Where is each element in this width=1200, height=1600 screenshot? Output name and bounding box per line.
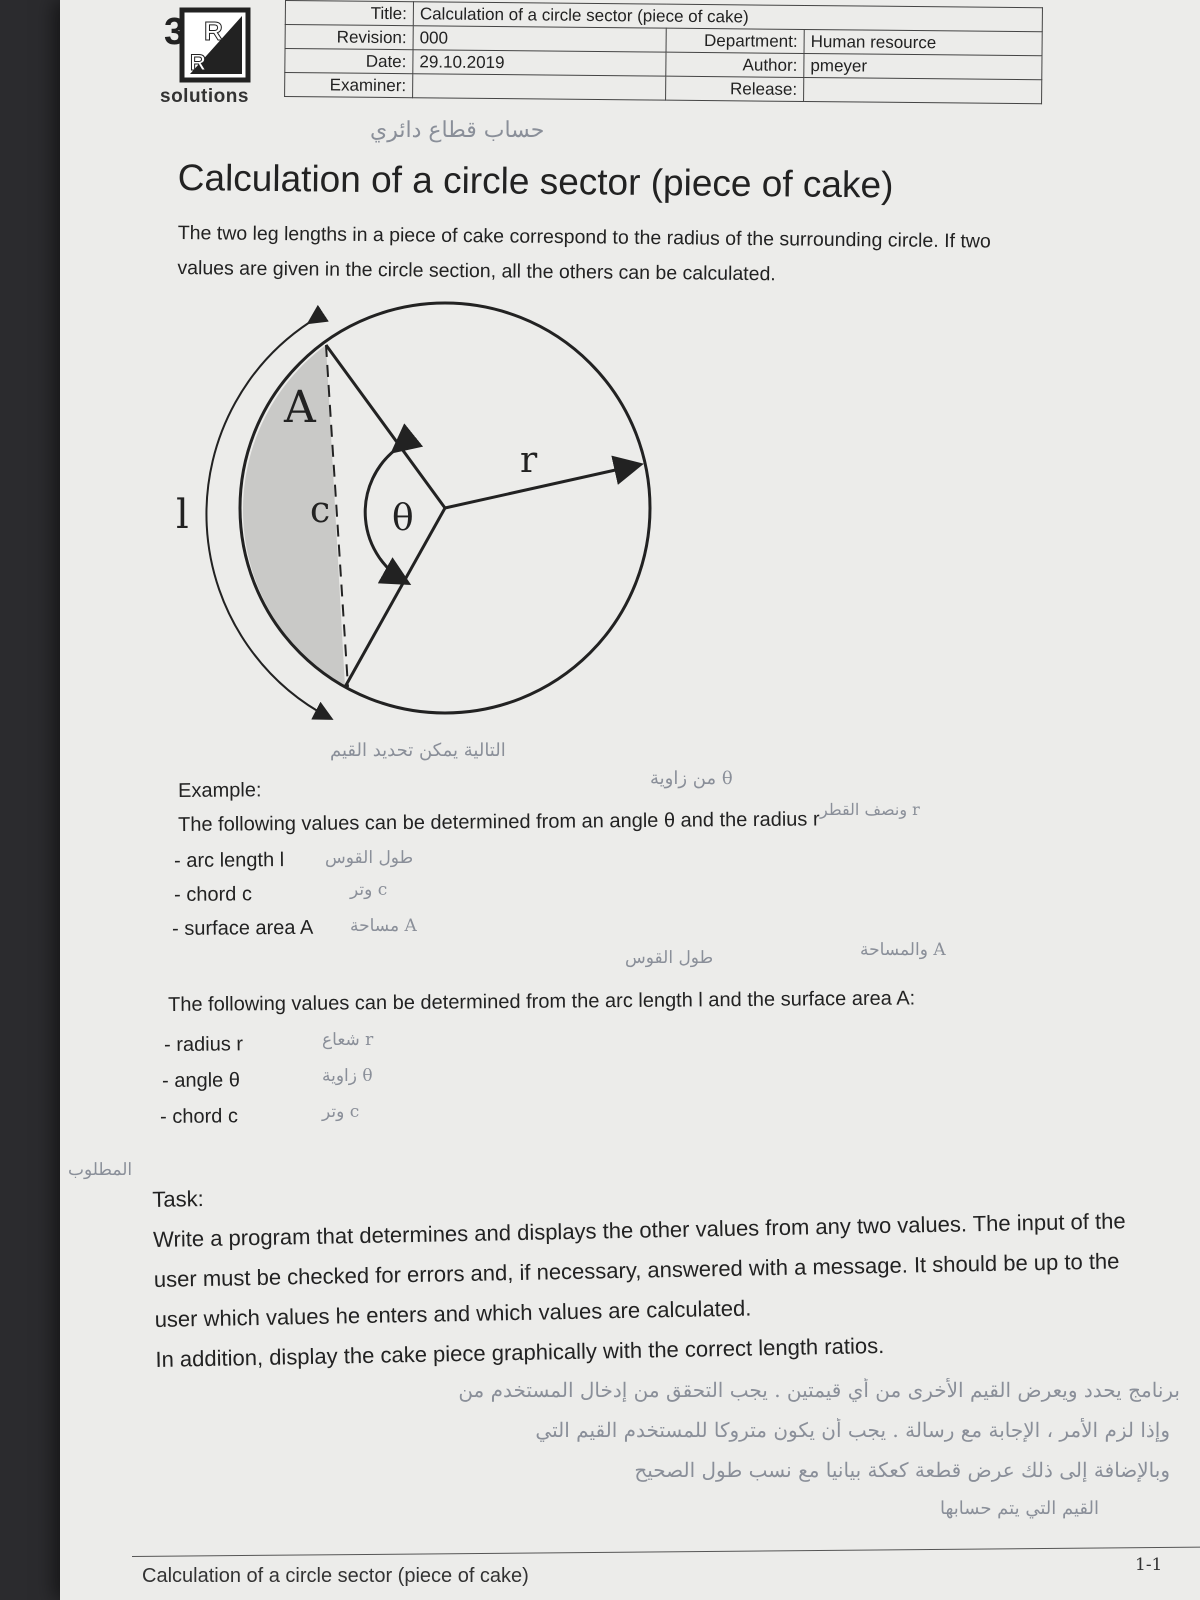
handwritten-bottom-note: القيم التي يتم حسابها xyxy=(940,1498,1099,1519)
handwritten-arc-note: طول القوس xyxy=(325,848,414,868)
list1-item-arc: - arc length l xyxy=(174,849,285,872)
svg-text:R: R xyxy=(204,16,223,46)
date-label: Date: xyxy=(285,49,413,74)
chord-label: c xyxy=(310,490,331,531)
list1-item-chord: - chord c xyxy=(174,883,253,906)
header-table xyxy=(284,0,1043,104)
logo-text: solutions xyxy=(160,86,249,107)
task-title: Task: xyxy=(152,1186,204,1212)
handwritten-chord-note-2: وتر c xyxy=(322,1102,360,1122)
department-label: Department: xyxy=(666,28,804,53)
svg-text:3: 3 xyxy=(164,11,186,53)
revision-label: Revision: xyxy=(285,25,413,50)
handwritten-example-note: التالية يمكن تحديد القيم xyxy=(330,740,506,761)
footer-text: Calculation of a circle sector (piece of cake) xyxy=(142,1565,529,1587)
task-text-2: In addition, display the cake piece graphically with the correct length ratios. xyxy=(155,1332,885,1372)
author-value: pmeyer xyxy=(804,53,1042,79)
task-text: Write a program that determines and displays the other values from any two values. The input of the user must be checked for errors and, if necessary, answered with a message. It should be up to the user which values he enters and which values are calculated. xyxy=(152,1208,1126,1332)
example-sentence-2: The following values can be determined from the arc length l and the surface area A: xyxy=(168,987,916,1016)
handwritten-radius-note-2: شعاع r xyxy=(322,1030,374,1050)
author-label: Author: xyxy=(666,52,804,77)
radius-arrow xyxy=(445,465,638,508)
circle-sector-diagram xyxy=(170,300,730,760)
radius-line-top xyxy=(326,345,445,508)
handwritten-translation-line-1: برنامج يحدد ويعرض القيم الأخرى من أي قيمتين . يجب التحقق من إدخال المستخدم من xyxy=(458,1378,1180,1402)
angle-label: θ xyxy=(392,498,414,539)
radius-label: r xyxy=(520,440,538,481)
handwritten-area-note: مساحة A xyxy=(350,916,417,936)
intro-paragraph: The two leg lengths in a piece of cake correspond to the radius of the surrounding circle. If two values are given in the circle section, all the others can be calculated. xyxy=(177,221,991,286)
svg-text:R: R xyxy=(190,50,206,75)
title-value: Calculation of a circle sector (piece of cake) xyxy=(413,2,1042,32)
handwritten-translation-line-3: وبالإضافة إلى ذلك عرض قطعة كعكة بيانيا مع نسب طول الصحيح xyxy=(634,1458,1170,1482)
examiner-value xyxy=(413,74,666,100)
page-number: 1-1 xyxy=(1135,1555,1163,1575)
handwritten-radius-note: ونصف القطر r xyxy=(820,800,920,819)
release-value xyxy=(804,77,1042,103)
handwritten-arc-note-2: طول القوس xyxy=(625,948,714,968)
document-page xyxy=(60,0,1200,1600)
revision-value: 000 xyxy=(413,26,666,52)
department-value: Human resource xyxy=(804,29,1042,55)
title-label: Title: xyxy=(285,1,413,26)
page-title: Calculation of a circle sector (piece of cake) xyxy=(177,157,894,206)
list2-item-angle: - angle θ xyxy=(162,1069,241,1092)
examiner-label: Examiner: xyxy=(285,73,413,98)
handwritten-chord-note: وتر c xyxy=(350,880,388,900)
date-value: 29.10.2019 xyxy=(413,50,666,76)
list1-item-area: - surface area A xyxy=(172,916,314,940)
area-label: A xyxy=(284,382,316,433)
arc-label: l xyxy=(176,492,189,538)
list2-item-radius: - radius r xyxy=(164,1033,244,1056)
footer-divider xyxy=(132,1547,1200,1557)
release-label: Release: xyxy=(666,76,804,101)
example-sentence-1: The following values can be determined from an angle θ and the radius r xyxy=(178,808,820,836)
task-section xyxy=(152,1161,1146,1380)
handwritten-translation-line-2: وإذا لزم الأمر ، الإجابة مع رسالة . يجب أن يكون متروكا للمستخدم القيم التي xyxy=(535,1418,1170,1442)
example-title: Example: xyxy=(178,779,262,802)
handwritten-heading-note: حساب قطاع دائري xyxy=(370,118,545,143)
handwritten-area-note-2: والمساحة A xyxy=(860,940,946,960)
handwritten-angle-note: من زاوية θ xyxy=(650,768,733,789)
list2-item-chord: - chord c xyxy=(160,1105,239,1128)
handwritten-angle-note-2: زاوية θ xyxy=(322,1066,373,1086)
handwritten-task-note: المطلوب xyxy=(68,1160,133,1180)
